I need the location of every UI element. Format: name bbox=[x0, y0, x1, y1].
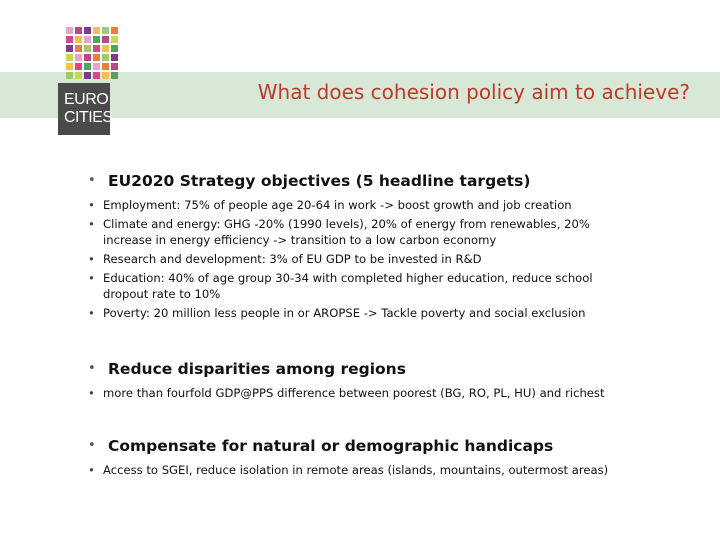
logo-mosaic-tile bbox=[66, 63, 73, 70]
section-handicaps bbox=[88, 436, 608, 481]
bullet-list bbox=[88, 197, 623, 321]
bullet-item: • Research and development: 3% of EU GDP to be invested in R&D bbox=[88, 251, 623, 267]
section-disparities bbox=[88, 359, 605, 404]
section-eu2020 bbox=[88, 171, 623, 324]
logo-mosaic-tile bbox=[66, 36, 73, 43]
logo-mosaic bbox=[66, 27, 120, 79]
logo-mosaic-tile bbox=[102, 45, 109, 52]
logo-mosaic-tile bbox=[75, 36, 82, 43]
logo-mosaic-tile bbox=[111, 45, 118, 52]
logo-mosaic-tile bbox=[75, 63, 82, 70]
bullet-item: • more than fourfold GDP@PPS difference between poorest (BG, RO, PL, HU) and richest bbox=[88, 385, 605, 401]
logo-mosaic-tile bbox=[102, 72, 109, 79]
logo-mosaic-tile bbox=[111, 27, 118, 34]
logo-mosaic-tile bbox=[66, 54, 73, 61]
logo-mosaic-tile bbox=[102, 27, 109, 34]
slide-title: What does cohesion policy aim to achieve? bbox=[257, 80, 690, 104]
logo-mosaic-tile bbox=[93, 54, 100, 61]
bullet-item: • Access to SGEI, reduce isolation in remote areas (islands, mountains, outermost areas) bbox=[88, 462, 608, 478]
logo-mosaic-tile bbox=[75, 54, 82, 61]
logo-mosaic-tile bbox=[84, 54, 91, 61]
bullet-list bbox=[88, 462, 608, 478]
logo-mosaic-tile bbox=[75, 72, 82, 79]
logo-mosaic-tile bbox=[111, 63, 118, 70]
bullet-list bbox=[88, 385, 605, 401]
logo-mosaic-tile bbox=[93, 36, 100, 43]
logo-mosaic-tile bbox=[111, 54, 118, 61]
logo-mosaic-tile bbox=[102, 36, 109, 43]
logo-mosaic-tile bbox=[111, 36, 118, 43]
logo-mosaic-tile bbox=[84, 27, 91, 34]
bullet-item: • Climate and energy: GHG -20% (1990 levels), 20% of energy from renewables, 20% increase in energy efficiency -> transition to a low carbon economy bbox=[88, 216, 623, 248]
logo-mosaic-tile bbox=[93, 63, 100, 70]
logo-mosaic-tile bbox=[75, 45, 82, 52]
logo-mosaic-tile bbox=[84, 72, 91, 79]
section-heading: • Compensate for natural or demographic handicaps bbox=[88, 436, 608, 456]
logo-mosaic-tile bbox=[84, 45, 91, 52]
logo-mosaic-tile bbox=[66, 72, 73, 79]
logo-line-2: CITIES bbox=[64, 109, 113, 126]
bullet-item: • Education: 40% of age group 30-34 with completed higher education, reduce school dropout rate to 10% bbox=[88, 270, 623, 302]
section-heading: • Reduce disparities among regions bbox=[88, 359, 605, 379]
logo-mosaic-tile bbox=[93, 45, 100, 52]
logo-mosaic-tile bbox=[93, 72, 100, 79]
logo-mosaic-tile bbox=[102, 63, 109, 70]
eurocities-logo bbox=[58, 27, 120, 135]
logo-mosaic-tile bbox=[84, 36, 91, 43]
section-heading: • EU2020 Strategy objectives (5 headline targets) bbox=[88, 171, 623, 191]
bullet-item: • Poverty: 20 million less people in or AROPSE -> Tackle poverty and social exclusion bbox=[88, 305, 623, 321]
logo-line-1: EURO bbox=[64, 91, 109, 108]
logo-mosaic-tile bbox=[93, 27, 100, 34]
logo-mosaic-tile bbox=[102, 54, 109, 61]
logo-mosaic-tile bbox=[66, 45, 73, 52]
bullet-item: • Employment: 75% of people age 20-64 in work -> boost growth and job creation bbox=[88, 197, 623, 213]
logo-mosaic-tile bbox=[66, 27, 73, 34]
logo-mosaic-tile bbox=[111, 72, 118, 79]
logo-wordmark bbox=[58, 83, 113, 135]
logo-mosaic-tile bbox=[84, 63, 91, 70]
logo-mosaic-tile bbox=[75, 27, 82, 34]
